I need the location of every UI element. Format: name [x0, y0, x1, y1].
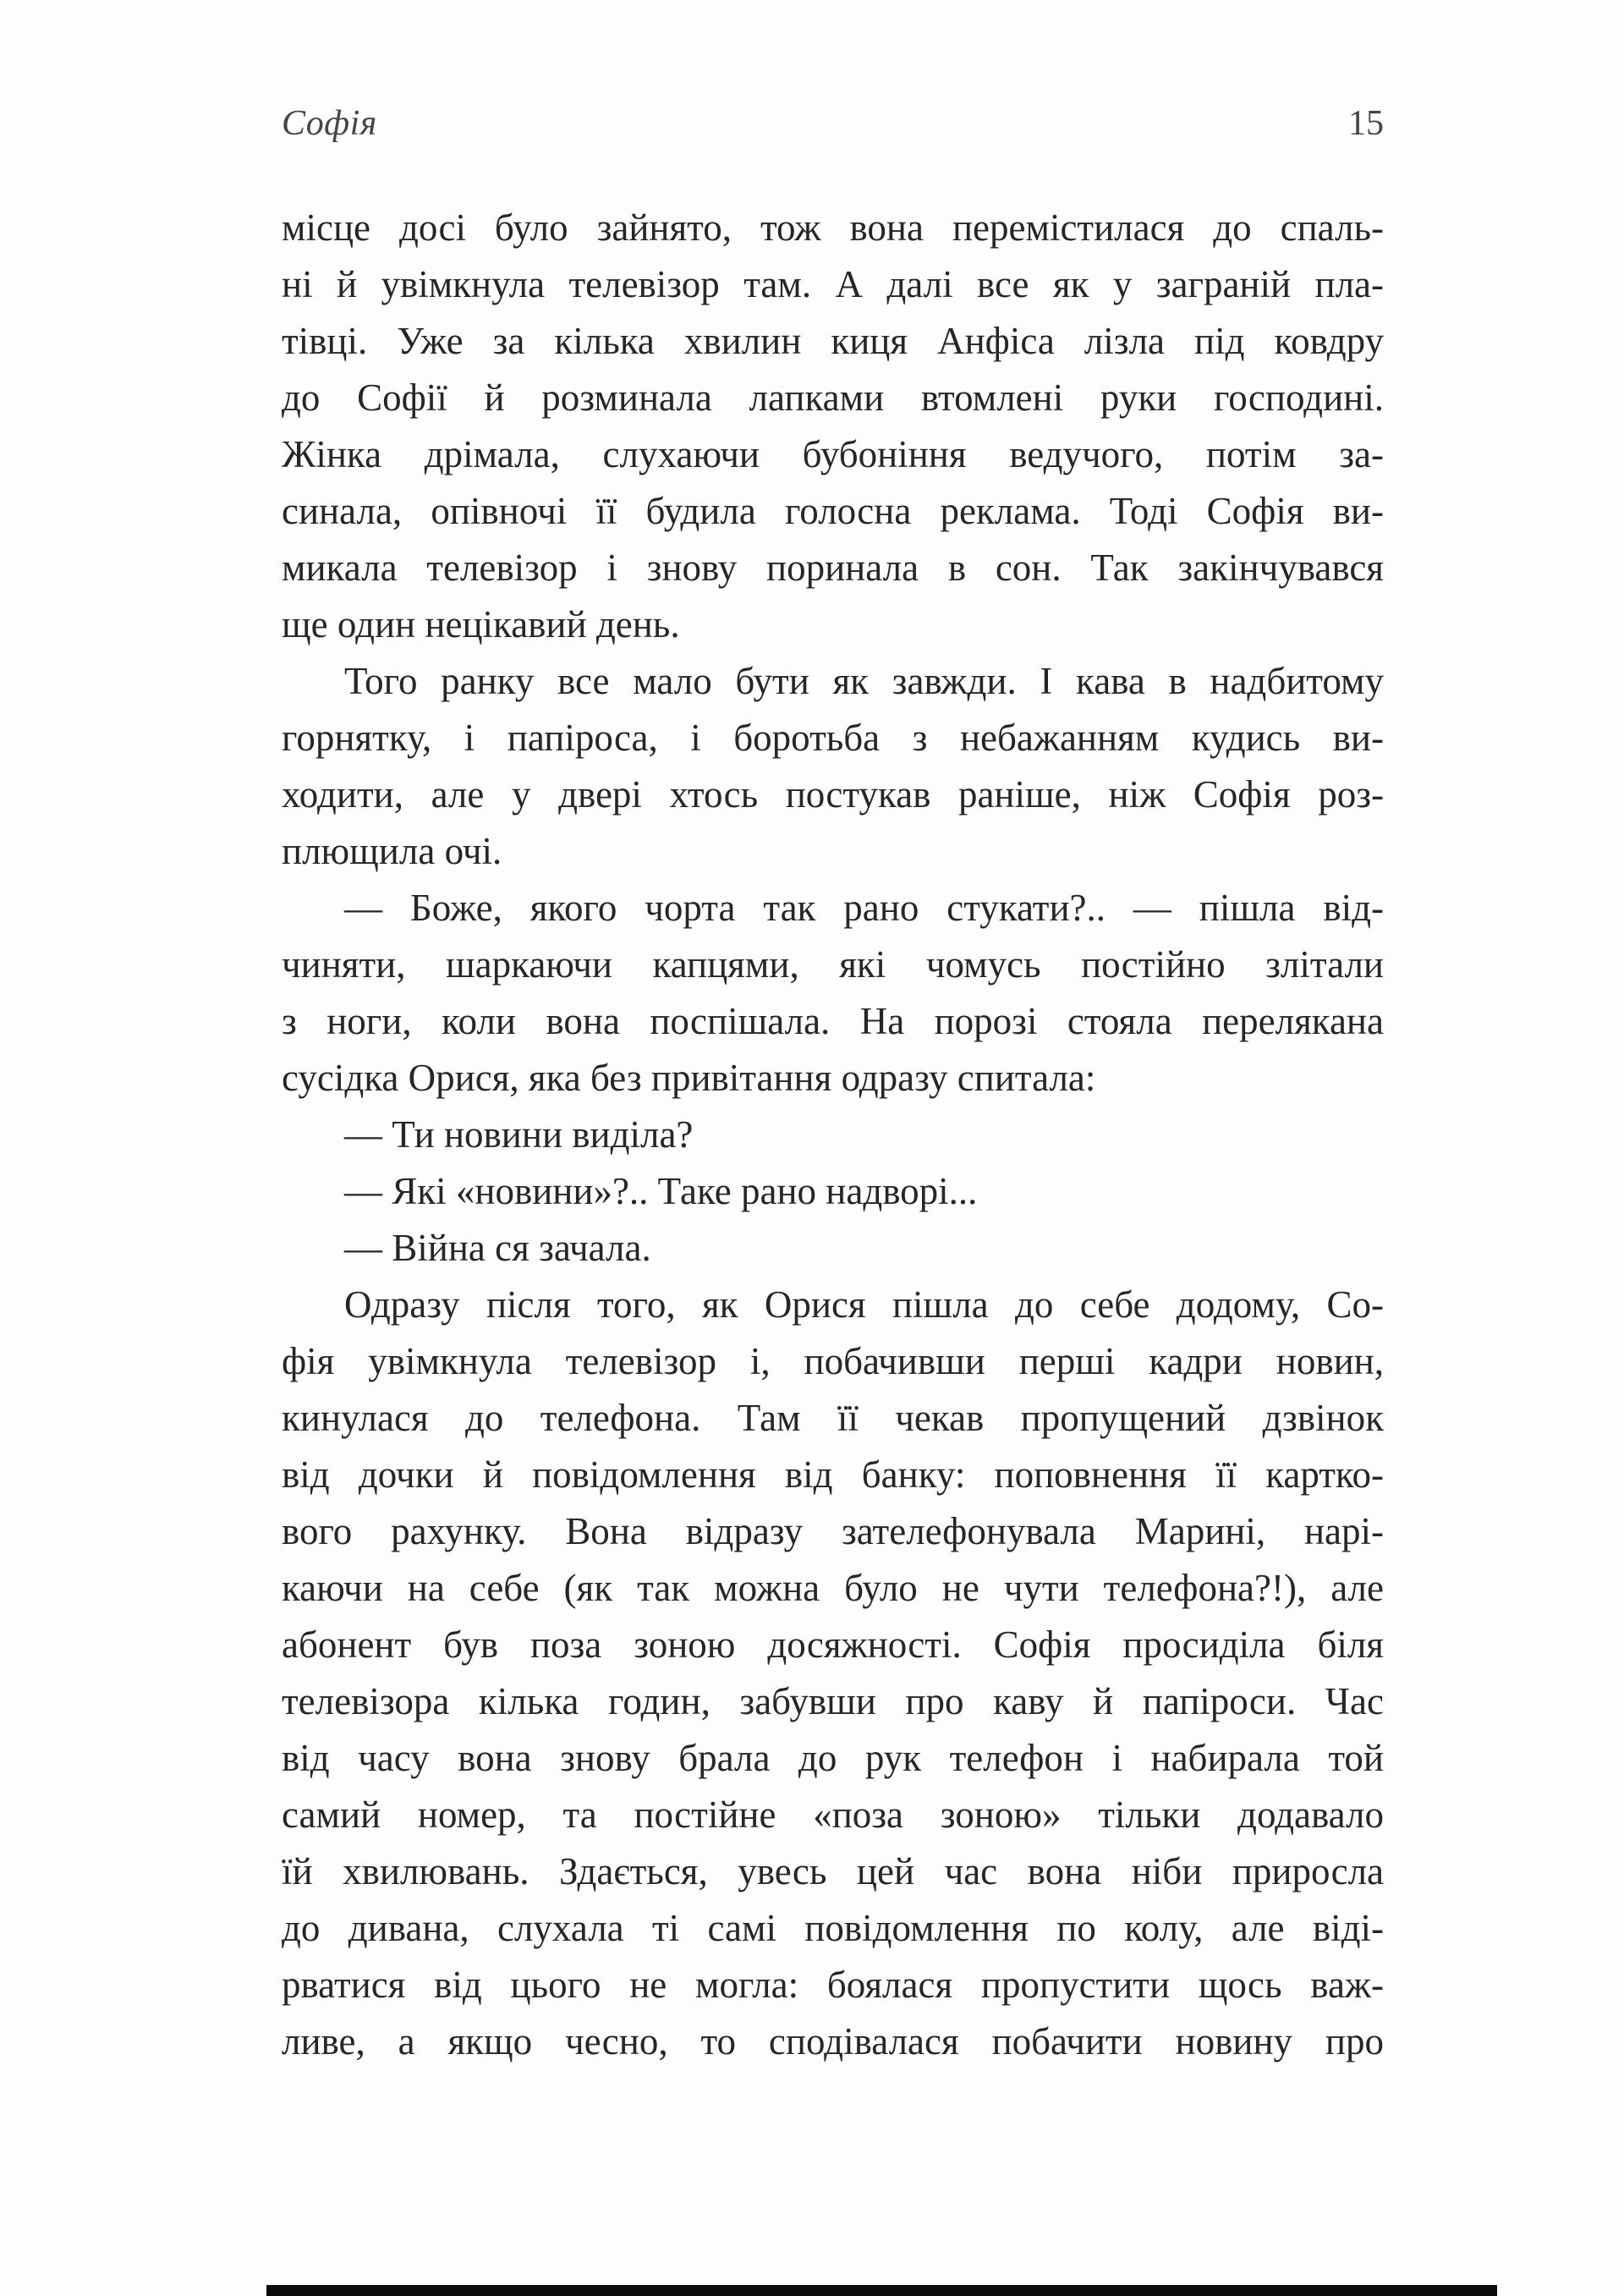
- text-line: ходити, але у двері хтось постукав раніше, ніж Софія роз-: [282, 773, 1384, 816]
- text-line: — Війна ся зачала.: [344, 1227, 651, 1269]
- text-line: вого рахунку. Вона відразу зателефонувала Марині, нарі-: [282, 1510, 1384, 1552]
- text-line: — Які «новини»?.. Таке рано надворі...: [344, 1170, 978, 1212]
- text-line: чиняти, шаркаючи капцями, які чомусь постійно злітали: [282, 943, 1384, 986]
- running-head: [282, 103, 1384, 154]
- text-line: — Боже, якого чорта так рано стукати?.. — пішла від-: [344, 887, 1384, 929]
- text-line: телевізора кілька годин, забувши про каву й папіроси. Час: [282, 1680, 1384, 1722]
- text-line: кинулася до телефона. Там її чекав пропущений дзвінок: [282, 1397, 1384, 1439]
- running-header-title: Софія: [282, 104, 377, 143]
- text-line: їй хвилювань. Здається, увесь цей час вона ніби приросла: [282, 1850, 1384, 1892]
- text-line: Одразу після того, як Орися пішла до себе додому, Со-: [344, 1283, 1384, 1326]
- body-text: [282, 200, 1384, 2070]
- text-line: плющила очі.: [282, 830, 502, 872]
- text-line: синала, опівночі її будила голосна реклама. Тоді Софія ви-: [282, 490, 1384, 532]
- text-line: горнятку, і папіроса, і боротьба з небажанням кудись ви-: [282, 717, 1384, 759]
- text-line: самий номер, та постійне «поза зоною» тільки додавало: [282, 1793, 1384, 1836]
- text-line: ще один нецікавий день.: [282, 603, 680, 645]
- text-line: ливе, а якщо чесно, то сподівалася побачити новину про: [282, 2020, 1384, 2063]
- text-line: тівці. Уже за кілька хвилин киця Анфіса лізла під ковдру: [282, 320, 1384, 362]
- text-line: фія увімкнула телевізор і, побачивши перші кадри новин,: [282, 1340, 1384, 1382]
- text-line: — Ти новини виділа?: [344, 1113, 694, 1156]
- text-line: ні й увімкнула телевізор там. А далі все як у заграній пла-: [282, 263, 1384, 305]
- text-line: Того ранку все мало бути як завжди. І кава в надбитому: [344, 660, 1384, 702]
- text-line: микала телевізор і знову поринала в сон. Так закінчувався: [282, 547, 1384, 589]
- text-line: від часу вона знову брала до рук телефон і набирала той: [282, 1737, 1384, 1779]
- text-line: від дочки й повідомлення від банку: поповнення її картко-: [282, 1453, 1384, 1496]
- text-line: з ноги, коли вона поспішала. На порозі стояла перелякана: [282, 1000, 1384, 1042]
- scan-edge-bar: [266, 2285, 1497, 2296]
- text-line: місце досі було зайнято, тож вона перемістилася до спаль-: [282, 206, 1384, 249]
- text-line: Жінка дрімала, слухаючи бубоніння ведучого, потім за-: [282, 433, 1384, 475]
- text-line: до дивана, слухала ті самі повідомлення по колу, але віді-: [282, 1907, 1384, 1949]
- text-line: каючи на себе (як так можна було не чути телефона?!), але: [282, 1567, 1384, 1609]
- page-number: 15: [1348, 104, 1384, 143]
- text-line: до Софії й розминала лапками втомлені руки господині.: [282, 376, 1384, 419]
- text-line: рватися від цього не могла: боялася пропустити щось важ-: [282, 1964, 1384, 2006]
- text-line: сусідка Орися, яка без привітання одразу спитала:: [282, 1057, 1096, 1099]
- text-line: абонент був поза зоною досяжності. Софія просиділа біля: [282, 1623, 1384, 1666]
